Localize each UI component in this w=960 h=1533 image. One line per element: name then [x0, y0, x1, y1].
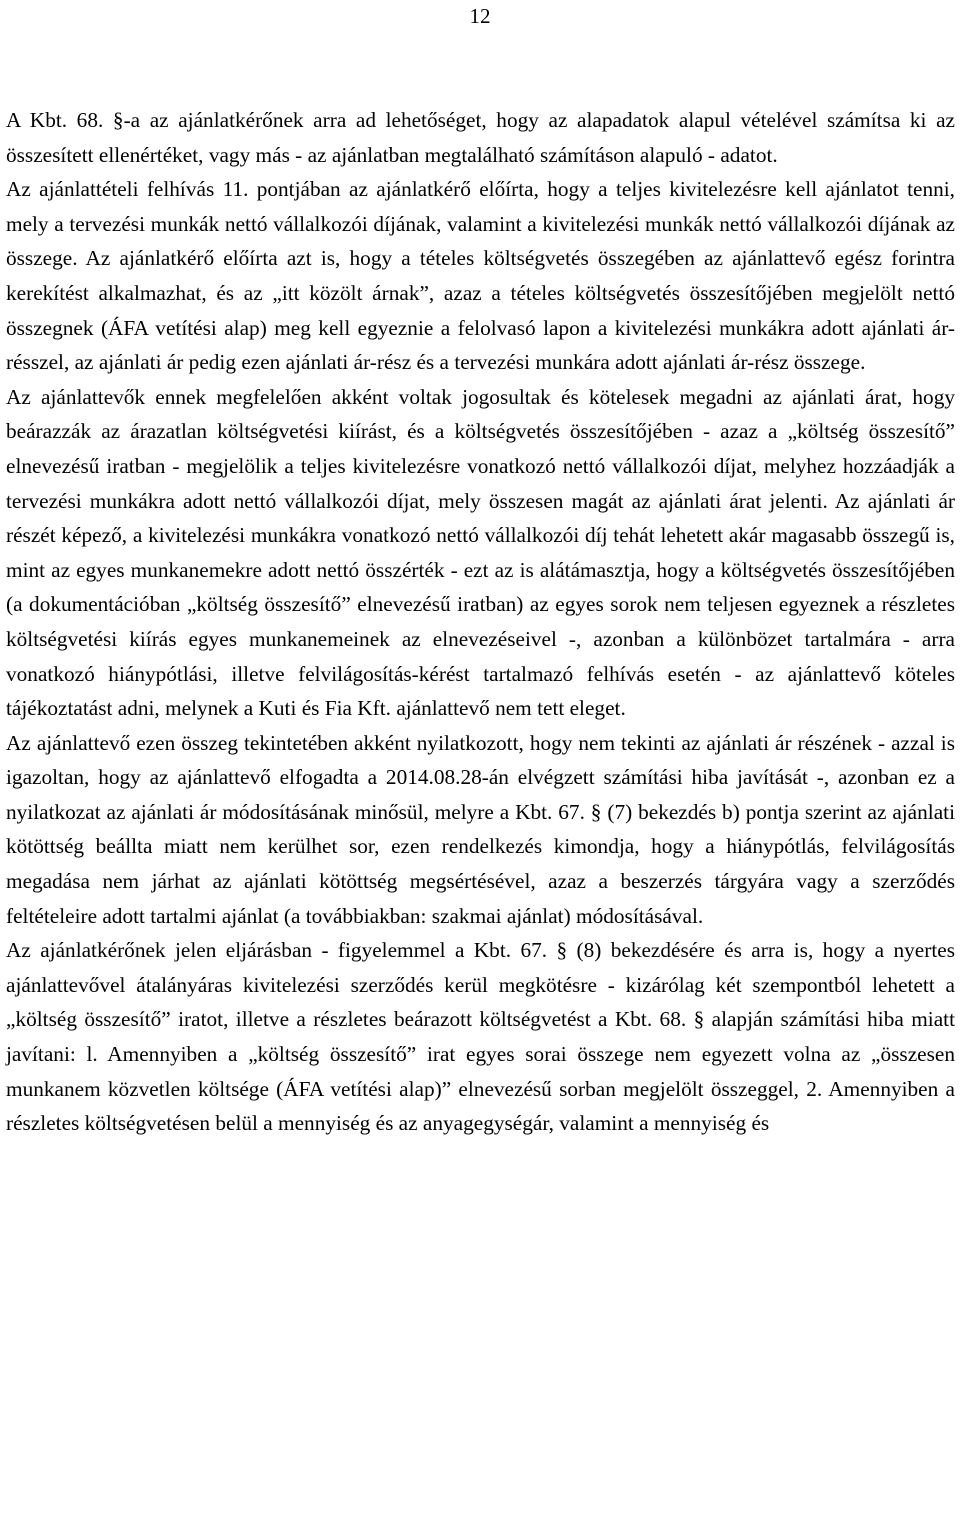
document-body [6, 103, 955, 1141]
paragraph-szamitasi-hiba: Az ajánlatkérőnek jelen eljárásban - figyelemmel a Kbt. 67. § (8) bekezdésére és arra is, hogy a nyertes ajánlattevővel átalányáras kivitelezési szerződés kerül megkötésre - kizárólag két szempontból lehetett a „költség összesítő” iratot, illetve a részletes beárazott költségvetést a Kbt. 68. § alapján számítási hiba miatt javítani: l. Amennyiben a „költség összesítő” irat egyes sorai összege nem egyezett volna az „összesen munkanem közvetlen költsége (ÁFA vetítési alap)” elnevezésű sorban megjelölt összeggel, 2. Amennyiben a részletes költségvetésen belül a mennyiség és az anyagegységár, valamint a mennyiség és [6, 938, 955, 1136]
paragraph-kbt-68: A Kbt. 68. §-a az ajánlatkérőnek arra ad lehetőséget, hogy az alapadatok alapul vételével számítsa ki az összesített ellenértéket, vagy más - az ajánlatban megtalálható számításon alapuló - adatot. [6, 108, 955, 167]
paragraph-felhivas-11: Az ajánlattételi felhívás 11. pontjában az ajánlatkérő előírta, hogy a teljes kivitelezésre kell ajánlatot tenni, mely a tervezési munkák nettó vállalkozói díjának, valamint a kivitelezési munkák nettó vállalkozói díjának az összege. Az ajánlatkérő előírta azt is, hogy a tételes költségvetés összegében az ajánlattevő egész forintra kerekítést alkalmazhat, és az „itt közölt árnak”, azaz a tételes költségvetés összesítőjében megjelölt nettó összegnek (ÁFA vetítési alap) meg kell egyeznie a felolvasó lapon a kivitelezési munkákra adott ajánlati ár-résszel, az ajánlati ár pedig ezen ajánlati ár-rész és a tervezési munkára adott ajánlati ár-rész összege. [6, 177, 955, 375]
page-number: 12 [469, 4, 491, 28]
paragraph-nyilatkozat: Az ajánlattevő ezen összeg tekintetében akként nyilatkozott, hogy nem tekinti az ajánlati ár részének - azzal is igazoltan, hogy az ajánlattevő elfogadta a 2014.08.28-án elvégzett számítási hiba javítását -, azonban ez a nyilatkozat az ajánlati ár módosításának minősül, melyre a Kbt. 67. § (7) bekezdés b) pontja szerint az ajánlati kötöttség beállta miatt nem kerülhet sor, ezen rendelkezés kimondja, hogy a hiánypótlás, felvilágosítás megadása nem járhat az ajánlati kötöttség megsértésével, azaz a beszerzés tárgyára vagy a szerződés feltételeire adott tartalmi ajánlat (a továbbiakban: szakmai ajánlat) módosításával. [6, 730, 955, 928]
paragraph-ajanlattevok: Az ajánlattevők ennek megfelelően akként voltak jogosultak és kötelesek megadni az ajánlati árat, hogy beárazzák az árazatlan költségvetési kiírást, és a költségvetés összesítőjében - azaz a „költség összesítő” elnevezésű iratban - megjelölik a teljes kivitelezésre vonatkozó nettó vállalkozói díjat, melyhez hozzáadják a tervezési munkákra adott nettó vállalkozói díjat, mely összesen magát az ajánlati árat jelenti. Az ajánlati ár részét képező, a kivitelezési munkákra vonatkozó nettó vállalkozói díj tehát lehetett akár magasabb összegű is, mint az egyes munkanemekre adott nettó összérték - ezt az is alátámasztja, hogy a költségvetés összesítőjében (a dokumentációban „költség összesítő” elnevezésű iratban) az egyes sorok nem teljesen egyeznek a részletes költségvetési kiírás egyes munkanemeinek az elnevezéseivel -, azonban a különbözet tartalmára - arra vonatkozó hiánypótlási, illetve felvilágosítás-kérést tartalmazó felhívás esetén - az ajánlattevő köteles tájékoztatást adni, melynek a Kuti és Fia Kft. ajánlattevő nem tett eleget. [6, 384, 955, 721]
